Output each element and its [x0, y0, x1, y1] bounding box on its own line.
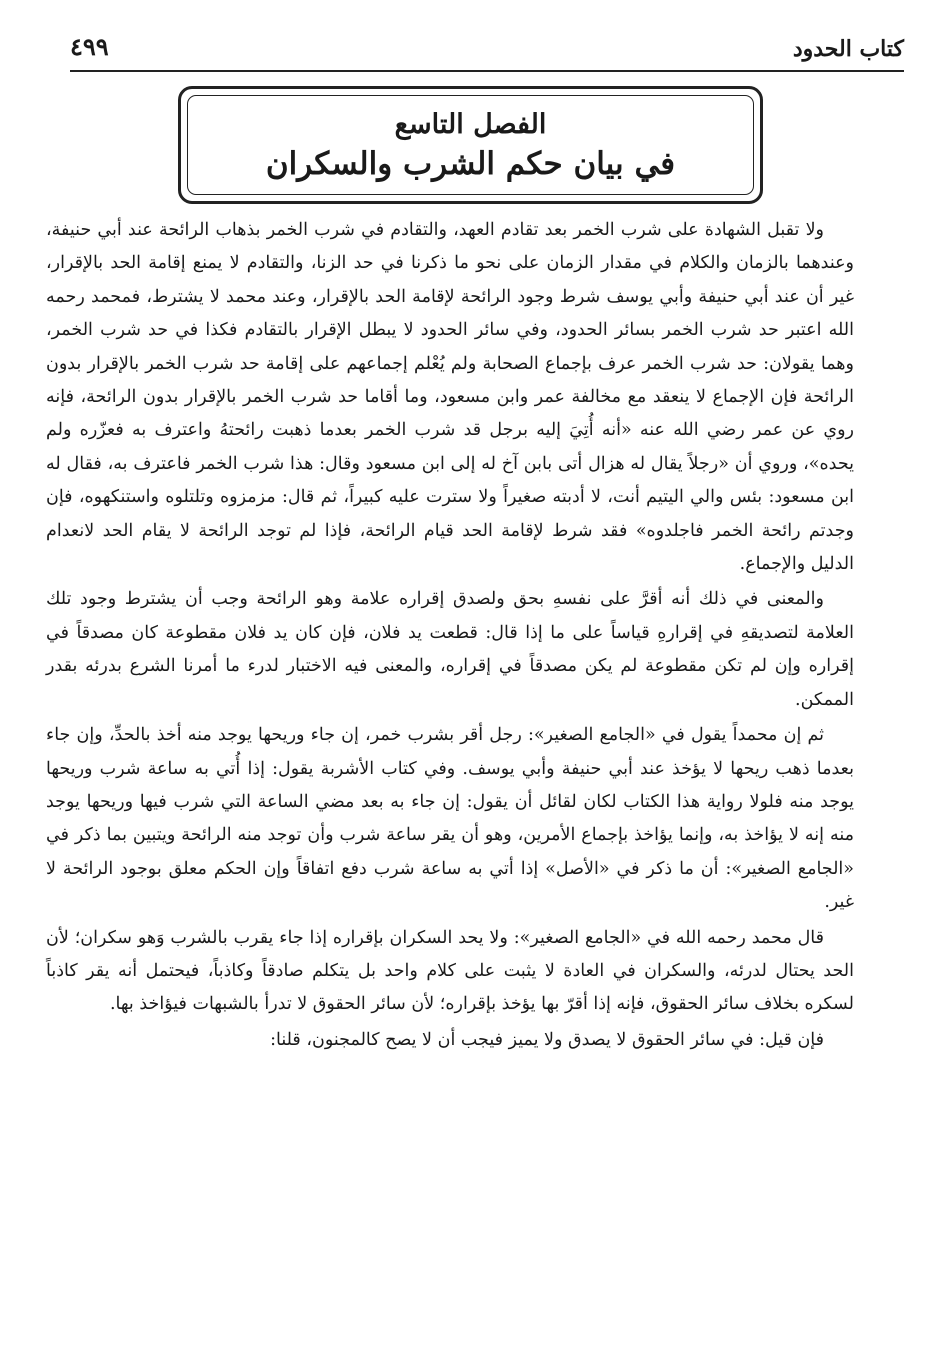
paragraph: ثم إن محمداً يقول في «الجامع الصغير»: رجل أقر بشرب خمر، إن جاء وريحها يوجد منه أخذ بالحدِّ، وإن جاء بعدما ذهب ريحها لا يؤخذ عند أبي حنيفة وأبي يوسف. وفي كتاب الأشربة يقول: إذا أُتي به ساعة شرب وريحها يوجد منه فلولا رواية هذا الكتاب لكان لقائل أن يقول: إن جاء به بعد مضي الساعة التي شرب فيها وريحها يوجد منه إنه لا يؤاخذ به، وإنما يؤاخذ بإجماع الأمرين، وهو أن يقر ساعة شرب وأن توجد منه الرائحة ويتبين بما ذكر في «الجامع الصغير»: أن ما ذكر في «الأصل» إذا أتي به ساعة شرب دفع اتفاقاً وإن الحكم معلق بوجود الرائحة لا غير.	[46, 725, 855, 913]
chapter-title-frame	[178, 86, 763, 204]
page-number: ٤٩٩	[70, 32, 109, 61]
page-header	[70, 30, 904, 72]
body-text	[46, 214, 854, 1059]
chapter-subtitle: في بيان حكم الشرب والسكران	[265, 146, 676, 182]
running-title: كتاب الحدود	[792, 36, 904, 62]
paragraph: والمعنى في ذلك أنه أقرَّ على نفسهِ بحق ولصدق إقراره علامة وهو الرائحة وجب أن يشترط وجود تلك العلامة لتصديقهِ في إقرارهِ قياساً على ما إذا قال: قطعت يد فلان، فإن كان يد فلان مقطوعة كان مصدقاً في إقراره وإن لم تكن مقطوعة لم يكن مصدقاً في إقراره، والمعنى فيه الاختبار لدرء ما أمرنا الشرع بدرئه بقدر الممكن.	[46, 589, 854, 710]
paragraph: فإن قيل: في سائر الحقوق لا يصدق ولا يميز فيجب أن لا يصح كالمجنون، قلنا:	[270, 1029, 824, 1050]
paragraph: ولا تقبل الشهادة على شرب الخمر بعد تقادم العهد، والتقادم في شرب الخمر بذهاب الرائحة عند أبي حنيفة، وعندهما بالزمان والكلام في مقدار الزمان على نحو ما ذكرنا في حد الزنا، والتقادم لا يمنع إقامة الحد بالإقرار، غير أن عند أبي حنيفة وأبي يوسف شرط وجود الرائحة لإقامة الحد بالإقرار، وعند محمد لا يشترط، فمحمد رحمه الله اعتبر حد شرب الخمر بسائر الحدود، وفي سائر الحدود لا يبطل الإقرار بالتقادم فكذا في حد شرب الخمر، وهما يقولان: حد شرب الخمر عرف بإجماع الصحابة ولم يُعْلم إجماعهم على إقامة حد شرب الخمر بالإقرار بدون الرائحة فإن الإجماع لا ينعقد مع مخالفة عمر وابن مسعود، وما أقاما حد شرب الخمر بالإقرار بدون الرائحة، فإنه روي عن عمر رضي الله عنه «أنه أُتِيَ إليه برجل قد شرب الخمر بعدما ذهبت رائحتهُ واعترف به فعزّره ولم يحده»، وروي أن «رجلاً يقال له هزال أتى بابن آخ له إلى ابن مسعود وقال: هذا شرب الخمر فاعترف به، فقال له ابن مسعود: بئس والي اليتيم أنت، لا أدبته صغيراً ولا سترت عليه كبيراً، ثم قال: مزمزوه وتلتلوه واستنكهوه، فإن وجدتم رائحة الخمر فاجلدوه» فقد شرط لإقامة الحد قيام الرائحة، فإذا لم توجد الرائحة لا يقام الحد لانعدام الدليل والإجماع.	[46, 220, 854, 575]
paragraph: قال محمد رحمه الله في «الجامع الصغير»: ولا يحد السكران بإقراره إذا جاء يقرب بالشرب وَهو سكران؛ لأن الحد يحتال لدرئه، والسكران في العادة لا يثبت على كلام واحد بل يتكلم صادقاً وكاذباً، فيحتمل أنه يقر كاذباً لسكره بخلاف سائر الحقوق، فإنه إذا أقرّ بها يؤخذ بإقراره؛ لأن سائر الحقوق لا تدرأ بالشبهات فيؤاخذ بها.	[46, 927, 854, 1015]
chapter-title: الفصل التاسع	[394, 109, 547, 140]
